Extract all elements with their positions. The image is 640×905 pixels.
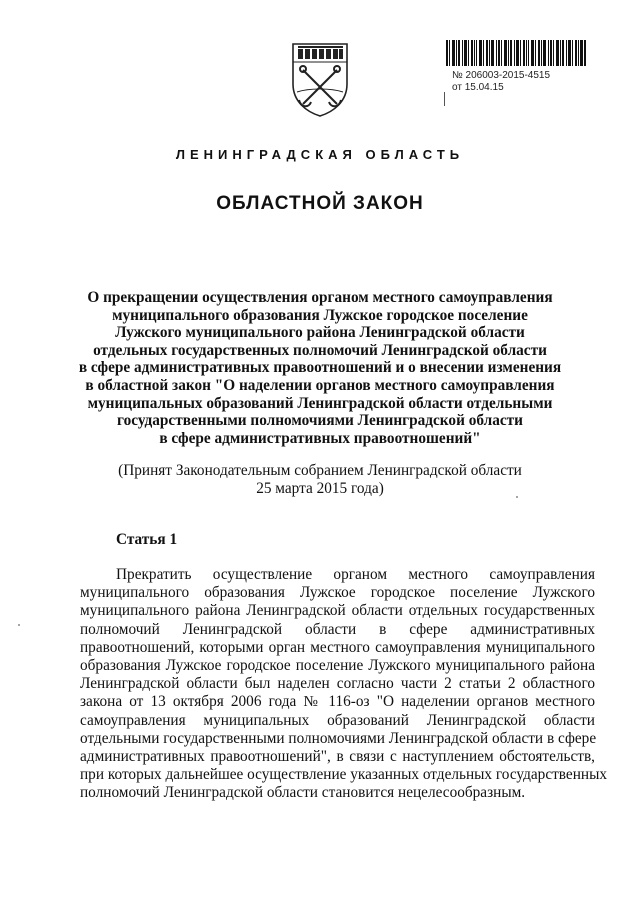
scan-speck [516, 496, 518, 498]
body-line: отдельными государственными полномочиями Ленинградской области в сфере [80, 729, 597, 747]
body-line: самоуправления муниципальных образований Ленинградской области [80, 711, 595, 729]
adoption-line: (Принят Законодательным собранием Ленинградской области [118, 462, 522, 479]
body-line: муниципального образования Лужское городское поселение Лужского [80, 584, 595, 602]
registration-block [446, 40, 586, 94]
article-heading: Статья 1 [116, 531, 178, 548]
title-line: в сфере административных правоотношений" [159, 429, 481, 447]
document-type: ОБЛАСТНОЙ ЗАКОН [216, 193, 424, 214]
body-line: закона от 13 октября 2006 года № 116-оз "О наделении органов местного [80, 693, 595, 711]
body-line: Ленинградской области был наделен согласно части 2 статьи 2 областного [80, 675, 595, 693]
title-line: в сфере административных правоотношений и о внесении изменения [78, 359, 562, 377]
title-line: муниципальных образований Ленинградской области отдельными [87, 394, 553, 412]
margin-mark [444, 92, 445, 106]
body-line: административных правоотношений", в связи с наступлением обстоятельств, [80, 748, 595, 766]
body-line: полномочий Ленинградской области в сфере административных [80, 620, 595, 638]
title-line: Лужского муниципального района Ленинградской области [115, 324, 525, 342]
barcode-icon [446, 40, 586, 66]
title-line: муниципального образования Лужское городское поселение [112, 306, 528, 324]
title-line: О прекращении осуществления органом местного самоуправления [87, 289, 553, 306]
title-line: в областной закон "О наделении органов местного самоуправления [85, 376, 555, 394]
registration-number: № 206003-2015-4515 [452, 70, 551, 81]
body-line: полномочий Ленинградской области становится нецелесообразным. [80, 784, 526, 802]
adoption-note [60, 462, 580, 497]
scan-speck [18, 624, 20, 626]
body-line: правоотношений, которыми орган местного самоуправления муниципального [80, 638, 595, 656]
body-line: при которых дальнейшее осуществление указанных отдельных государственных [80, 766, 608, 784]
body-line: образования Лужское городское поселение Лужского муниципального района [80, 657, 595, 675]
region-heading: ЛЕНИНГРАДСКАЯ ОБЛАСТЬ [175, 147, 465, 162]
law-title [60, 289, 580, 447]
title-line: отдельных государственных полномочий Ленинградской области [93, 341, 547, 359]
adoption-line: 25 марта 2015 года) [256, 479, 384, 497]
body-line: Прекратить осуществление органом местного самоуправления [116, 566, 595, 583]
registration-date: от 15.04.15 [452, 82, 504, 93]
coat-of-arms-icon [289, 40, 351, 118]
title-line: государственными полномочиями Ленинградской области [117, 412, 523, 430]
body-line: муниципального района Ленинградской области отдельных государственных [80, 602, 595, 620]
article-body [80, 566, 608, 803]
